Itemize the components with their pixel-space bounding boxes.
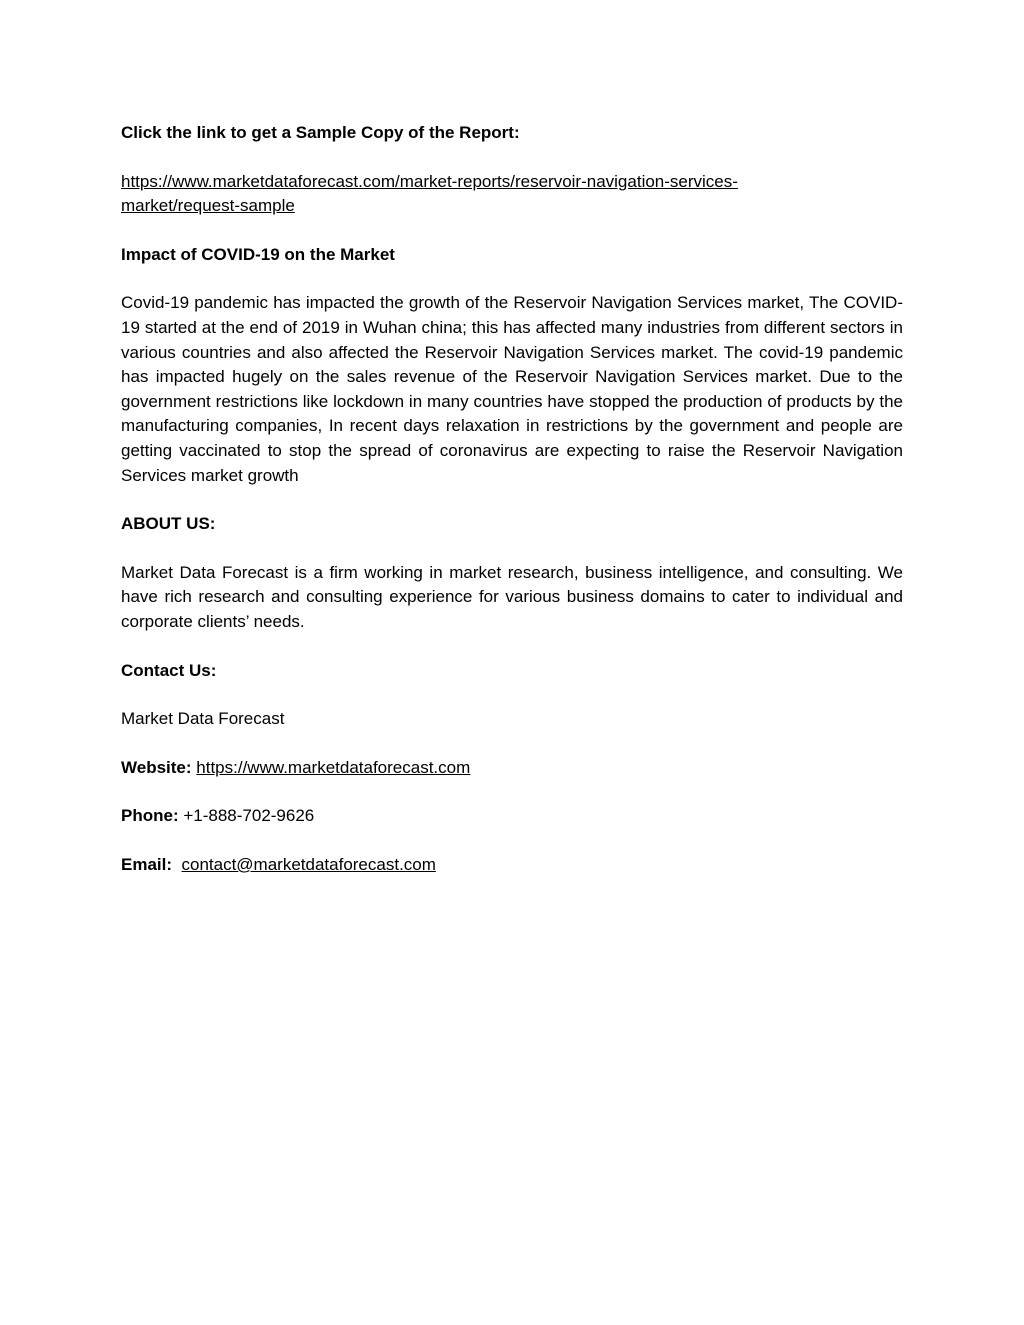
website-link[interactable]: https://www.marketdataforecast.com — [196, 757, 471, 777]
phone-label: Phone: — [121, 806, 179, 826]
sample-url-line1: https://www.marketdataforecast.com/market-reports/reservoir-navigation-services- — [121, 171, 738, 191]
sample-request-link[interactable] — [121, 172, 738, 216]
phone-value: +1-888-702-9626 — [183, 806, 315, 826]
about-body: Market Data Forecast is a firm working in market research, business intelligence, and consulting. We have rich research and consulting experience for various business domains to cater to individual and corporate clients’ needs. — [121, 562, 903, 631]
contact-website-line — [121, 756, 903, 781]
sample-heading: Click the link to get a Sample Copy of the Report: — [121, 123, 520, 142]
covid-body: Covid-19 pandemic has impacted the growth of the Reservoir Navigation Services market, The COVID-19 started at the end of 2019 in Wuhan china; this has affected many industries from different sectors in various countries and also affected the Reservoir Navigation Services market. The covid-19 pandemic has impacted hugely on the sales revenue of the Reservoir Navigation Services market. Due to the government restrictions like lockdown in many countries have stopped the production of products by the manufacturing companies, In recent days relaxation in restrictions by the government and people are getting vaccinated to stop the spread of coronavirus are expecting to raise the Reservoir Navigation Services market growth — [121, 293, 903, 485]
sample-url-line2: market/request-sample — [121, 196, 295, 216]
sample-url-paragraph — [121, 170, 903, 219]
contact-heading: Contact Us: — [121, 660, 217, 680]
covid-heading: Impact of COVID-19 on the Market — [121, 244, 395, 264]
website-label: Website: — [121, 757, 192, 777]
contact-email-line — [121, 853, 903, 878]
document-page — [121, 121, 903, 901]
about-heading: ABOUT US: — [121, 514, 216, 534]
contact-company: Market Data Forecast — [121, 709, 285, 729]
email-label: Email: — [121, 854, 173, 874]
email-link[interactable]: contact@marketdataforecast.com — [181, 854, 436, 874]
contact-phone-line — [121, 804, 903, 829]
